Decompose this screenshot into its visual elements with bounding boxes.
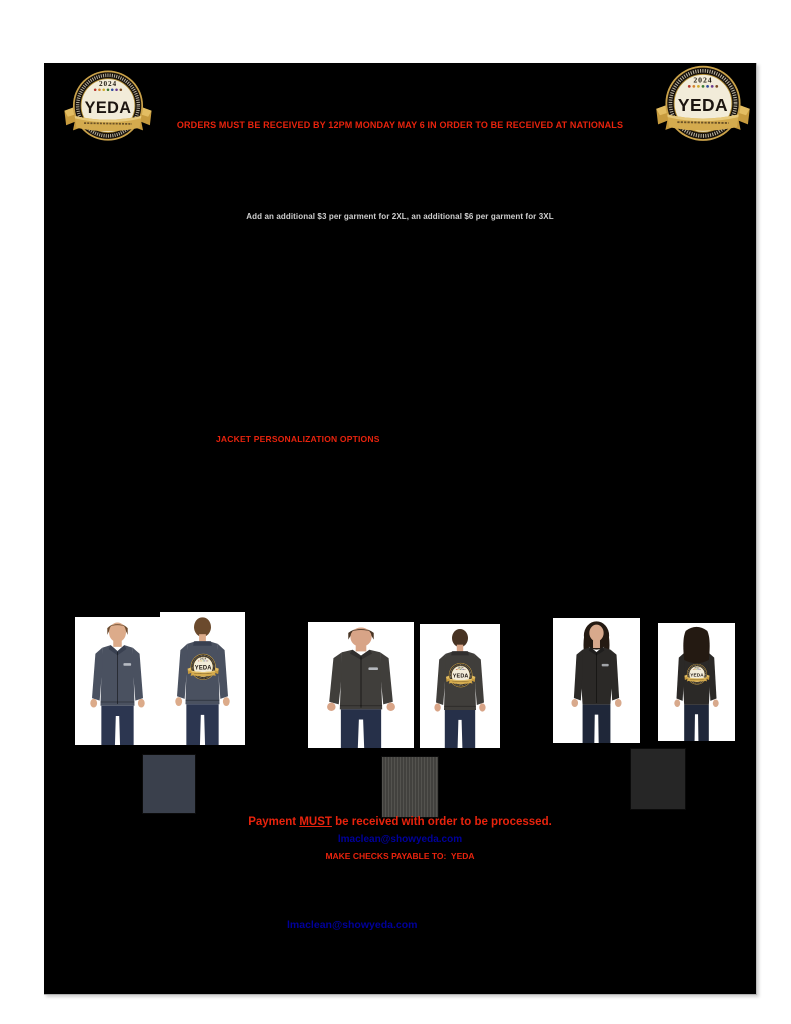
order-form-page — [44, 63, 757, 995]
contact-email-row — [287, 919, 417, 931]
size-upcharge-note: Add an additional $3 per garment for 2XL, an additional $6 per garment for 3XL — [246, 212, 554, 221]
payment-notice — [44, 816, 756, 828]
color-swatch-slate-grey — [143, 755, 195, 813]
yeda-logo-left — [61, 65, 155, 153]
color-swatch-charcoal-heather — [382, 757, 438, 817]
jacket-photo-mens-charcoal-front — [308, 622, 414, 748]
yeda-logo-right — [649, 63, 757, 151]
order-email-link[interactable]: lmaclean@showyeda.com — [337, 834, 463, 845]
deadline-notice: ORDERS MUST BE RECEIVED BY 12PM MONDAY MAY 6 IN ORDER TO BE RECEIVED AT NATIONALS — [176, 120, 624, 130]
order-email-row — [44, 834, 756, 845]
payment-notice-suffix: be received with order to be processed. — [331, 816, 552, 828]
jacket-photo-mens-charcoal-back — [420, 624, 500, 748]
jacket-photo-ladies-black-front — [553, 618, 640, 743]
checks-payable-notice: MAKE CHECKS PAYABLE TO: YEDA — [325, 851, 475, 861]
personalization-heading: JACKET PERSONALIZATION OPTIONS — [216, 434, 380, 444]
jacket-photo-ladies-black-back — [658, 623, 735, 741]
jacket-photo-mens-grey-back — [160, 612, 245, 745]
payment-notice-emphasis: MUST — [299, 816, 332, 828]
payment-notice-prefix: Payment — [248, 816, 300, 828]
color-swatch-black — [631, 749, 685, 809]
jacket-photo-mens-grey-front — [75, 617, 160, 745]
contact-email-link[interactable]: lmaclean@showyeda.com — [287, 919, 418, 931]
